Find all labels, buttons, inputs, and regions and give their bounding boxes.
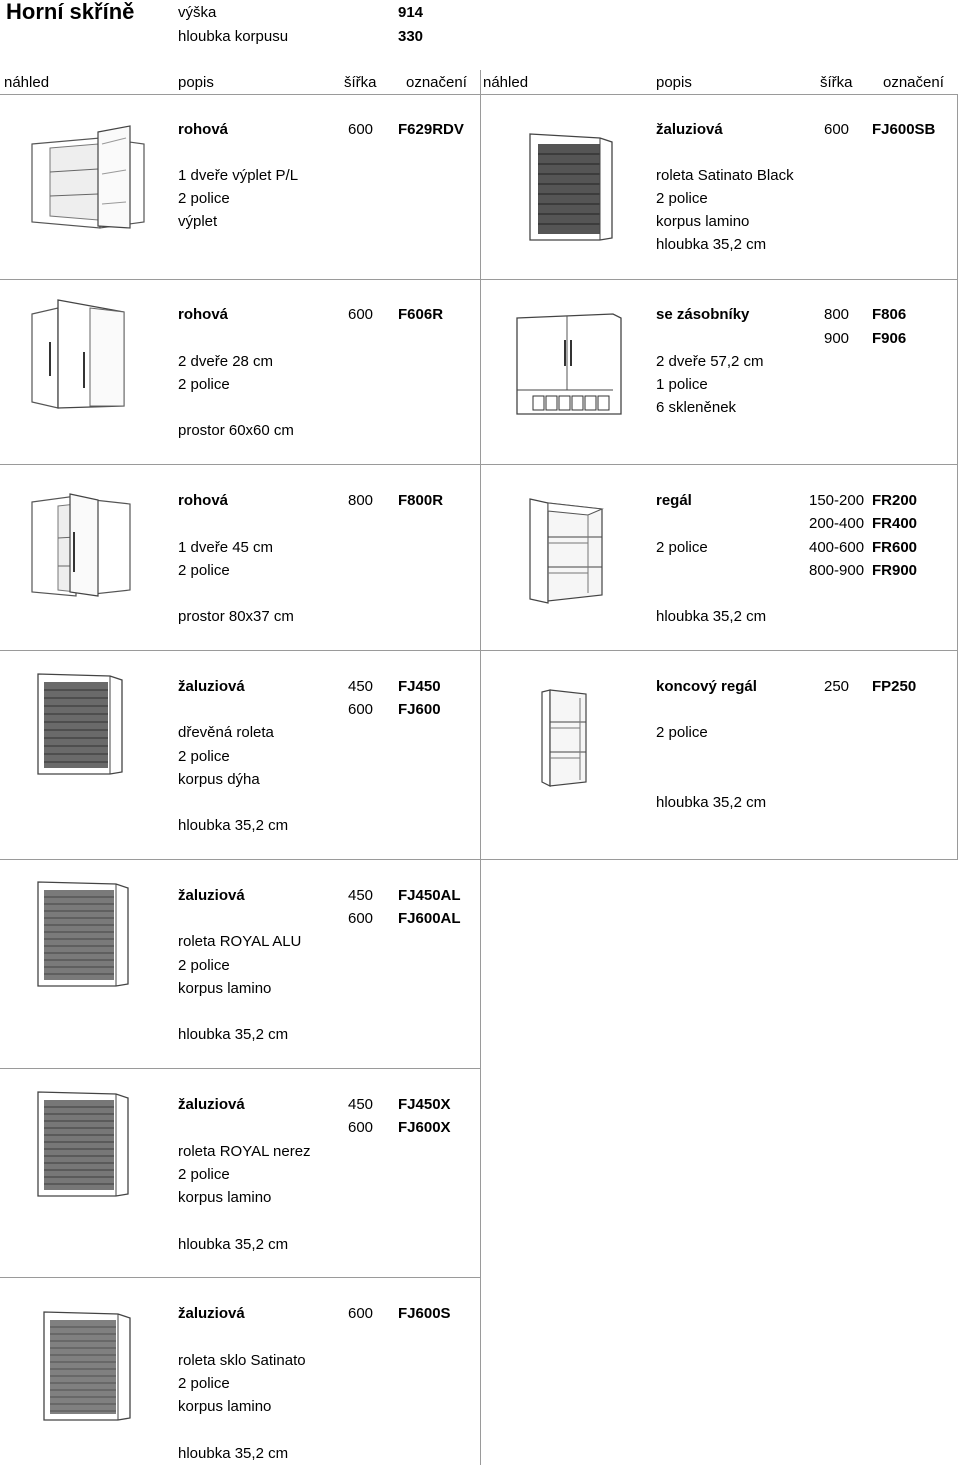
row-divider (0, 859, 958, 860)
col-code-right: označení (883, 74, 944, 91)
item-code: F800R (398, 492, 444, 509)
aluminium-shutter-cabinet-illustration (36, 880, 130, 988)
item-width: 450 (348, 1096, 374, 1113)
header-divider (0, 94, 958, 95)
item-width: 600 (348, 1119, 374, 1136)
item-code: FJ600SB (872, 121, 936, 138)
item-name: rohová (178, 306, 229, 323)
variant-width: 150-200 (809, 492, 865, 509)
item-detail: prostor 80x37 cm (178, 608, 294, 625)
item-detail: 1 police (656, 376, 708, 393)
item-width: 800 (824, 306, 850, 323)
item-detail: 2 police (656, 724, 708, 741)
item-detail: hloubka 35,2 cm (178, 1236, 289, 1253)
corner-cabinet-illustration (28, 492, 134, 598)
item-detail: hloubka 35,2 cm (656, 794, 767, 811)
item-width: 600 (348, 701, 374, 718)
item-detail: prostor 60x60 cm (178, 422, 294, 439)
item-name: koncový regál (656, 678, 757, 695)
item-detail: hloubka 35,2 cm (178, 1445, 289, 1462)
end-shelf-illustration (540, 688, 590, 788)
item-code: FJ600AL (398, 910, 461, 927)
item-detail: roleta ROYAL nerez (178, 1143, 311, 1160)
item-detail: hloubka 35,2 cm (656, 608, 767, 625)
item-detail: 1 dveře výplet P/L (178, 167, 299, 184)
item-width: 900 (824, 330, 850, 347)
item-width: 600 (348, 306, 374, 323)
item-detail: výplet (178, 213, 218, 230)
row-divider (0, 1277, 480, 1278)
item-width: 600 (348, 121, 374, 138)
item-width: 450 (348, 887, 374, 904)
item-detail: korpus lamino (656, 213, 750, 230)
column-divider (480, 70, 481, 1465)
item-code: FJ450 (398, 678, 441, 695)
item-detail: 2 police (178, 562, 230, 579)
stainless-shutter-cabinet-illustration (36, 1090, 130, 1198)
variant-width: 400-600 (809, 539, 865, 556)
item-detail: hloubka 35,2 cm (178, 817, 289, 834)
item-detail: korpus lamino (178, 1398, 272, 1415)
right-border (957, 94, 958, 859)
item-detail: dřevěná roleta (178, 724, 274, 741)
item-name: žaluziová (656, 121, 723, 138)
variant-code: FR400 (872, 515, 918, 532)
item-code: F906 (872, 330, 907, 347)
item-detail: korpus lamino (178, 1189, 272, 1206)
item-code: FJ600S (398, 1305, 451, 1322)
depth-label: hloubka korpusu (178, 28, 289, 45)
glass-shutter-cabinet-illustration (42, 1310, 132, 1422)
page-title: Horní skříně (6, 0, 135, 24)
variant-code: FR600 (872, 539, 918, 556)
item-detail: korpus lamino (178, 980, 272, 997)
col-code-left: označení (406, 74, 467, 91)
row-divider (0, 650, 958, 651)
item-width: 600 (348, 910, 374, 927)
item-code: F806 (872, 306, 907, 323)
row-divider (0, 279, 958, 280)
item-name: se zásobníky (656, 306, 750, 323)
item-width: 800 (348, 492, 374, 509)
row-divider (0, 464, 958, 465)
item-detail: roleta ROYAL ALU (178, 933, 302, 950)
item-detail: 6 skleněnek (656, 399, 737, 416)
item-width: 600 (348, 1305, 374, 1322)
item-detail: 2 police (178, 748, 230, 765)
open-shelf-illustration (528, 497, 608, 603)
item-name: žaluziová (178, 887, 245, 904)
variant-width: 200-400 (809, 515, 865, 532)
item-detail: roleta Satinato Black (656, 167, 794, 184)
item-detail: 2 police (178, 1166, 230, 1183)
col-width-left: šířka (344, 74, 377, 91)
wooden-shutter-cabinet-illustration (36, 672, 124, 776)
item-width: 600 (824, 121, 850, 138)
cabinet-with-glass-storage-illustration (515, 310, 623, 418)
item-code: FJ600 (398, 701, 441, 718)
height-value: 914 (398, 4, 424, 21)
col-description-right: popis (656, 74, 692, 91)
item-width: 450 (348, 678, 374, 695)
depth-value: 330 (398, 28, 424, 45)
corner-cabinet-illustration (28, 298, 132, 412)
item-name: žaluziová (178, 1096, 245, 1113)
item-detail: 2 dveře 28 cm (178, 353, 274, 370)
item-detail: hloubka 35,2 cm (178, 1026, 289, 1043)
col-description-left: popis (178, 74, 214, 91)
item-name: žaluziová (178, 1305, 245, 1322)
item-code: FJ450X (398, 1096, 451, 1113)
item-detail: 2 police (656, 190, 708, 207)
item-code: FP250 (872, 678, 917, 695)
item-code: FJ600X (398, 1119, 451, 1136)
corner-cabinet-illustration (28, 124, 148, 234)
item-detail: 2 police (178, 376, 230, 393)
item-detail: 2 police (178, 1375, 230, 1392)
row-divider (0, 1068, 480, 1069)
shutter-cabinet-illustration (528, 130, 614, 242)
item-detail: 2 police (178, 190, 230, 207)
item-detail: korpus dýha (178, 771, 260, 788)
item-detail: 1 dveře 45 cm (178, 539, 274, 556)
item-detail: 2 police (178, 957, 230, 974)
item-name: regál (656, 492, 692, 509)
variant-code: FR200 (872, 492, 918, 509)
item-code: F606R (398, 306, 444, 323)
col-preview-right: náhled (483, 74, 529, 91)
col-preview-left: náhled (4, 74, 50, 91)
variant-width: 800-900 (809, 562, 865, 579)
item-detail: hloubka 35,2 cm (656, 236, 767, 253)
item-detail: 2 dveře 57,2 cm (656, 353, 764, 370)
item-detail: roleta sklo Satinato (178, 1352, 306, 1369)
item-name: rohová (178, 121, 229, 138)
item-width: 250 (824, 678, 850, 695)
item-name: rohová (178, 492, 229, 509)
item-code: F629RDV (398, 121, 464, 138)
height-label: výška (178, 4, 217, 21)
col-width-right: šířka (820, 74, 853, 91)
item-name: žaluziová (178, 678, 245, 695)
item-detail: 2 police (656, 539, 708, 556)
item-code: FJ450AL (398, 887, 461, 904)
variant-code: FR900 (872, 562, 918, 579)
